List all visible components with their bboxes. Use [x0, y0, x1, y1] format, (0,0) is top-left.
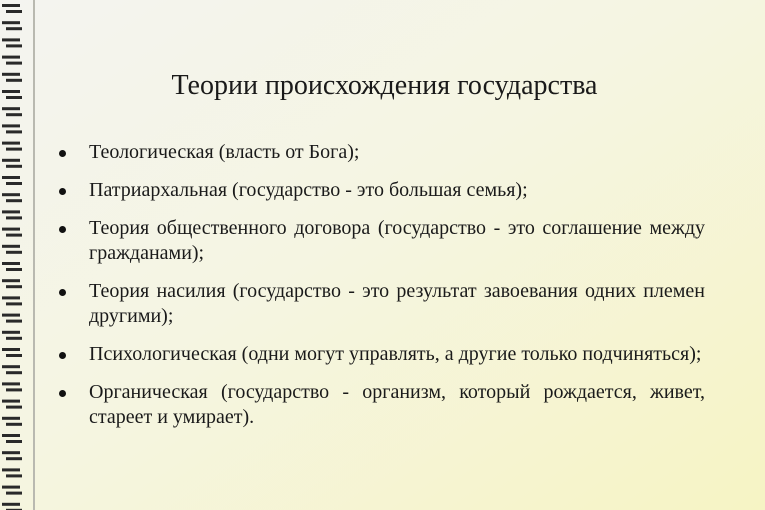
- list-item-text: Психологическая (одни могут управлять, а другие только подчиняться);: [89, 343, 702, 365]
- binding-ring: [6, 371, 22, 374]
- slide-title: Теории происхождения государства: [171, 70, 598, 101]
- binding-ring: [6, 130, 22, 133]
- binding-ring: [2, 193, 20, 196]
- list-item: [55, 380, 705, 430]
- bullet-icon: [59, 289, 66, 296]
- binding-ring: [6, 337, 22, 340]
- binding-ring: [2, 400, 20, 403]
- binding-ring: [2, 348, 20, 351]
- list-item-text: Патриархальная (государство - это большая семья);: [89, 179, 528, 201]
- binding-ring: [6, 27, 22, 30]
- binding-ring: [6, 199, 22, 202]
- binding-ring: [6, 474, 22, 477]
- binding-ring: [6, 62, 22, 65]
- bullet-icon: [59, 352, 66, 359]
- binding-ring: [6, 234, 22, 237]
- binding-ring: [6, 182, 22, 185]
- binding-ring: [2, 451, 20, 454]
- binding-ring: [2, 314, 20, 317]
- binding-ring: [2, 142, 20, 145]
- binding-ring: [6, 44, 22, 47]
- binding-ring: [2, 503, 20, 506]
- bullet-icon: [59, 226, 66, 233]
- list-item-text: Теологическая (власть от Бога);: [89, 141, 360, 163]
- list-item-text: Органическая (государство - организм, который рождается, живет, стареет и умирает).: [89, 381, 705, 428]
- list-item: [55, 178, 705, 203]
- binding-ring: [2, 56, 20, 59]
- bullet-icon: [59, 150, 66, 157]
- binding-ring: [2, 21, 20, 24]
- binding-ring: [6, 10, 22, 13]
- binding-ring: [6, 406, 22, 409]
- binding-ring: [2, 228, 20, 231]
- binding-ring: [2, 4, 20, 7]
- binding-ring: [2, 365, 20, 368]
- binding-ring: [6, 285, 22, 288]
- binding-ring: [2, 107, 20, 110]
- binding-ring: [2, 331, 20, 334]
- binding-ring: [6, 440, 22, 443]
- binding-ring: [6, 320, 22, 323]
- binding-ring: [6, 251, 22, 254]
- binding-ring: [2, 434, 20, 437]
- binding-ring: [2, 296, 20, 299]
- binding-ring: [2, 279, 20, 282]
- binding-ring: [2, 486, 20, 489]
- binding-ring: [6, 165, 22, 168]
- binding-ring: [2, 262, 20, 265]
- binding-ring: [6, 268, 22, 271]
- list-item: [55, 342, 705, 367]
- binding-ring: [6, 388, 22, 391]
- binding-ring: [2, 417, 20, 420]
- bullet-icon: [59, 390, 66, 397]
- binding-ring: [6, 216, 22, 219]
- binding-ring: [2, 159, 20, 162]
- list-item: [55, 279, 705, 329]
- list-item: [55, 140, 705, 165]
- binding-ring: [2, 210, 20, 213]
- bullet-icon: [59, 188, 66, 195]
- binding-ring: [6, 423, 22, 426]
- binding-ring: [6, 354, 22, 357]
- binding-ring: [2, 382, 20, 385]
- list-item-text: Теория насилия (государство - это результат завоевания одних племен другими);: [89, 280, 705, 327]
- binding-ring: [2, 468, 20, 471]
- binding-ring: [6, 148, 22, 151]
- binding-ring: [2, 245, 20, 248]
- binding-ring: [2, 124, 20, 127]
- binding-ring: [2, 38, 20, 41]
- binding-ring: [6, 457, 22, 460]
- binding-ring: [6, 302, 22, 305]
- list-item: [55, 216, 705, 266]
- binding-ring: [6, 113, 22, 116]
- list-item-text: Теория общественного договора (государство - это соглашение между гражданами);: [89, 217, 705, 264]
- binding-ring: [2, 176, 20, 179]
- binding-ring: [6, 492, 22, 495]
- theories-list: [55, 140, 705, 443]
